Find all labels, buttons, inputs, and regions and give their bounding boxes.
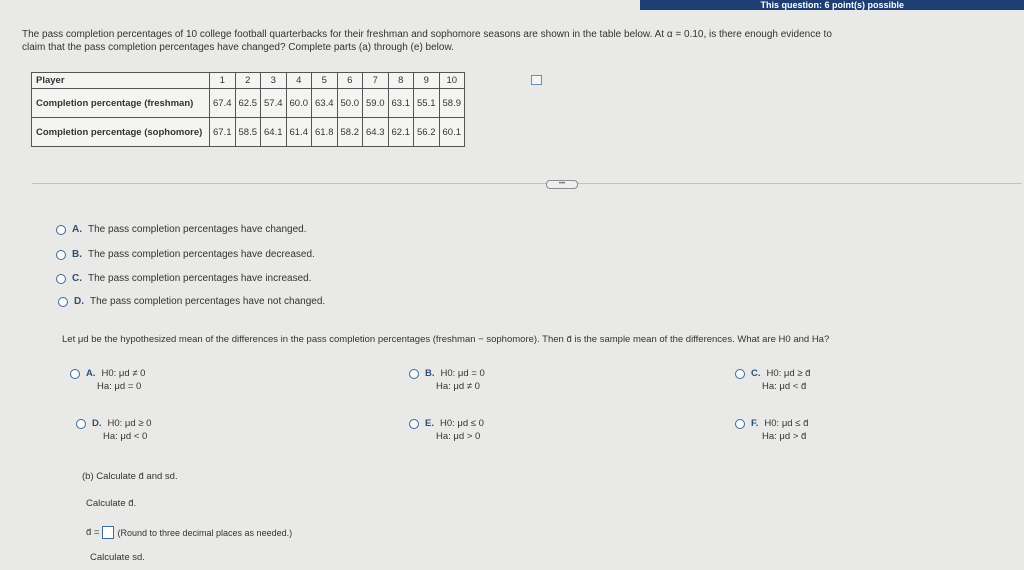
sophomore-cell: 58.5 — [235, 118, 261, 147]
hypothesis-prompt: Let μd be the hypothesized mean of the differences in the pass completion percentages (freshman − sophomore). Then d̄ is the sample mean of the differences. What are H0 and Ha? — [62, 334, 830, 345]
dbar-answer-row — [86, 526, 292, 539]
question-score-bar: This question: 6 point(s) possible — [640, 0, 1024, 10]
freshman-cell: 67.4 — [210, 89, 236, 118]
player-cell: 8 — [388, 73, 414, 89]
player-cell: 10 — [439, 73, 465, 89]
sophomore-cell: 61.4 — [286, 118, 312, 147]
player-header: Player — [32, 73, 210, 89]
player-cell: 7 — [363, 73, 389, 89]
hypothesis-option-a[interactable]: A. H0: μd ≠ 0 Ha: μd = 0 — [70, 367, 145, 393]
freshman-cell: 63.4 — [312, 89, 338, 118]
radio-icon[interactable] — [58, 297, 68, 307]
freshman-cell: 62.5 — [235, 89, 261, 118]
hypothesis-option-f[interactable]: F. H0: μd ≤ d̄ Ha: μd > d̄ — [735, 417, 808, 443]
radio-icon[interactable] — [76, 419, 86, 429]
question-line-1: The pass completion percentages of 10 college football quarterbacks for their freshman and sophomore seasons are shown in the table below. At α = 0.10, is there enough evidence to — [22, 29, 832, 40]
player-cell: 1 — [210, 73, 236, 89]
calculate-sd-label: Calculate sd. — [90, 552, 145, 563]
data-table — [31, 72, 465, 147]
player-cell: 5 — [312, 73, 338, 89]
hypothesis-option-d[interactable]: D. H0: μd ≥ 0 Ha: μd < 0 — [76, 417, 151, 443]
radio-icon[interactable] — [409, 369, 419, 379]
freshman-cell: 60.0 — [286, 89, 312, 118]
hypothesis-option-b[interactable]: B. H0: μd = 0 Ha: μd ≠ 0 — [409, 367, 485, 393]
player-cell: 3 — [261, 73, 287, 89]
round-note: (Round to three decimal places as needed.) — [117, 527, 293, 538]
freshman-cell: 59.0 — [363, 89, 389, 118]
freshman-cell: 63.1 — [388, 89, 414, 118]
radio-icon[interactable] — [735, 419, 745, 429]
sophomore-cell: 56.2 — [414, 118, 440, 147]
part-b-title: (b) Calculate d̄ and sd. — [82, 471, 178, 482]
question-line-2: claim that the pass completion percentages have changed? Complete parts (a) through (e) below. — [22, 42, 454, 53]
sophomore-cell: 64.3 — [363, 118, 389, 147]
question-text — [22, 28, 1022, 54]
radio-icon[interactable] — [409, 419, 419, 429]
freshman-cell: 55.1 — [414, 89, 440, 118]
radio-icon[interactable] — [56, 250, 66, 260]
freshman-cell: 57.4 — [261, 89, 287, 118]
sophomore-cell: 62.1 — [388, 118, 414, 147]
dbar-input[interactable] — [102, 526, 114, 539]
calculate-dbar-label: Calculate d̄. — [86, 498, 137, 509]
player-cell: 4 — [286, 73, 312, 89]
sophomore-cell: 58.2 — [337, 118, 363, 147]
dbar-label: d̄ = — [86, 527, 100, 538]
radio-icon[interactable] — [56, 274, 66, 284]
option-b-decreased[interactable]: B. The pass completion percentages have decreased. — [56, 249, 315, 260]
section-divider — [32, 183, 1022, 184]
radio-icon[interactable] — [70, 369, 80, 379]
sophomore-cell: 60.1 — [439, 118, 465, 147]
freshman-header: Completion percentage (freshman) — [32, 89, 210, 118]
hypothesis-option-e[interactable]: E. H0: μd ≤ 0 Ha: μd > 0 — [409, 417, 484, 443]
option-a-changed[interactable]: A. The pass completion percentages have changed. — [56, 224, 306, 235]
option-d-not-changed[interactable]: D. The pass completion percentages have not changed. — [58, 296, 325, 307]
freshman-cell: 50.0 — [337, 89, 363, 118]
radio-icon[interactable] — [735, 369, 745, 379]
table-row-sophomore — [32, 118, 465, 147]
player-cell: 9 — [414, 73, 440, 89]
hypothesis-option-c[interactable]: C. H0: μd ≥ d̄ Ha: μd < d̄ — [735, 367, 810, 393]
copy-icon[interactable] — [531, 75, 542, 85]
sophomore-cell: 61.8 — [312, 118, 338, 147]
player-cell: 2 — [235, 73, 261, 89]
table-row-player — [32, 73, 465, 89]
more-button[interactable]: ••• — [546, 180, 578, 189]
player-cell: 6 — [337, 73, 363, 89]
freshman-cell: 58.9 — [439, 89, 465, 118]
sophomore-cell: 67.1 — [210, 118, 236, 147]
radio-icon[interactable] — [56, 225, 66, 235]
table-row-freshman — [32, 89, 465, 118]
option-c-increased[interactable]: C. The pass completion percentages have increased. — [56, 273, 311, 284]
sophomore-cell: 64.1 — [261, 118, 287, 147]
sophomore-header: Completion percentage (sophomore) — [32, 118, 210, 147]
